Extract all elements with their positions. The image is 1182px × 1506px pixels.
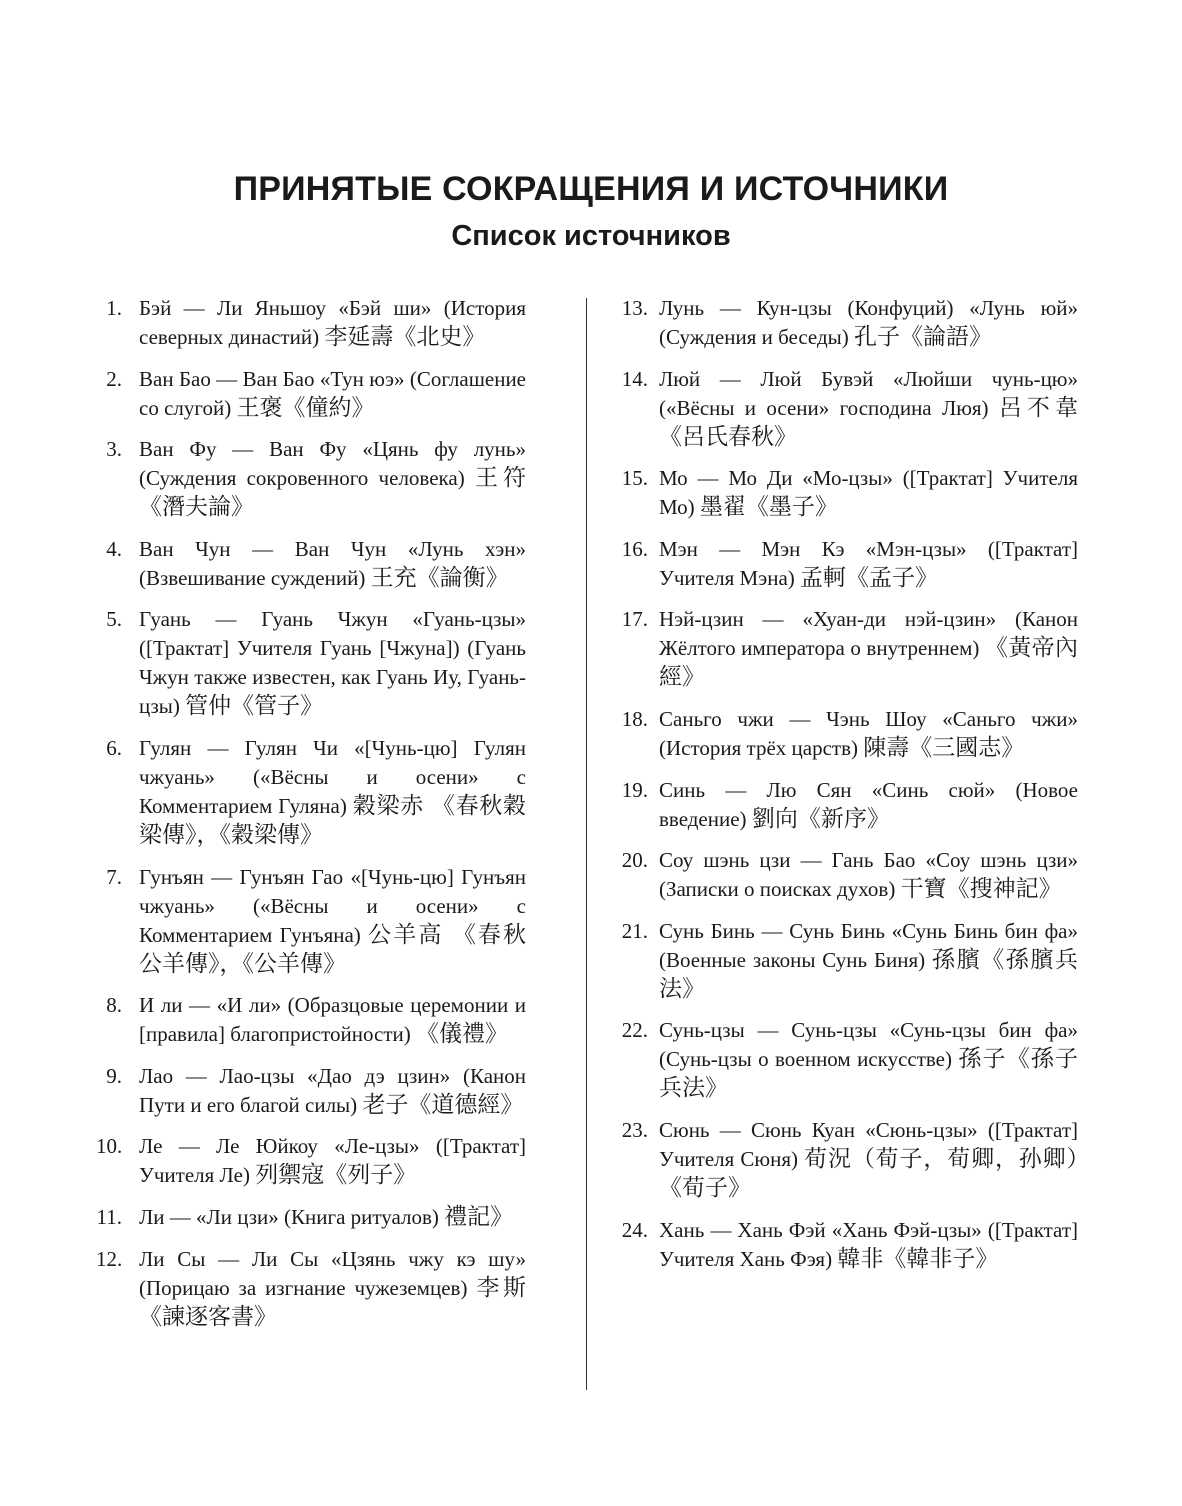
entry-text: Соу шэнь цзи — Гань Бао «Соу шэнь цзи» (Записки о поисках духов) xyxy=(659,848,1078,902)
entry-number: 17. xyxy=(621,607,648,632)
entry-number: 1. xyxy=(106,296,122,320)
entry-number: 15. xyxy=(621,466,648,491)
entry-number: 2. xyxy=(106,366,122,391)
left-column xyxy=(96,294,526,1344)
entry-number: 14. xyxy=(621,366,648,391)
entry-chinese-text: 李延壽《北史》 xyxy=(324,324,486,350)
entry-number: 8. xyxy=(106,993,122,1018)
entry-chinese-text: 孫臏《孫臏兵法》 xyxy=(659,946,1078,1002)
entry-chinese-text: 韓非《韓非子》 xyxy=(837,1245,999,1272)
entry-number: 21. xyxy=(621,918,648,943)
entry-chinese-text: 孟軻《孟子》 xyxy=(800,564,939,591)
source-entry xyxy=(96,605,526,721)
entry-text: Саньго чжи — Чэнь Шоу «Саньго чжи» (История трёх царств) xyxy=(659,706,1078,760)
entry-chinese-text: 王符《潛夫論》 xyxy=(139,465,527,521)
source-entry xyxy=(96,1203,526,1232)
entry-text: Ван Фу — Ван Фу «Цянь фу лунь» (Суждения сокровенного человека) xyxy=(139,437,526,491)
entry-text: Сюнь — Сюнь Куан «Сюнь-цзы» ([Трактат] Учителя Сюня) xyxy=(659,1117,1078,1171)
source-entry xyxy=(616,1016,1078,1103)
entry-chinese-text: 呂不韋《呂氏春秋》 xyxy=(659,394,1078,450)
source-entry xyxy=(616,776,1078,834)
entry-number: 22. xyxy=(621,1018,648,1043)
source-entry xyxy=(96,1132,526,1190)
entry-text: Сунь-цзы — Сунь-цзы «Сунь-цзы бин фа» (Сунь-цзы о военном искусстве) xyxy=(659,1018,1078,1072)
entry-text: И ли — «И ли» (Образцовые церемонии и [правила] благопристойности) xyxy=(139,993,526,1047)
entry-number: 10. xyxy=(96,1134,123,1159)
source-entry xyxy=(616,846,1078,904)
source-entry xyxy=(96,991,526,1049)
entry-number: 23. xyxy=(621,1117,648,1142)
entry-chinese-text: 《儀禮》 xyxy=(415,1021,508,1048)
entry-number: 13. xyxy=(621,296,648,320)
entry-number: 6. xyxy=(106,735,122,760)
entry-number: 11. xyxy=(96,1204,122,1229)
entry-chinese-text: 墨翟《墨子》 xyxy=(699,494,838,521)
source-entry xyxy=(616,605,1078,692)
entry-chinese-text: 公羊高 《春秋公羊傳》，《公羊傳》 xyxy=(139,921,527,977)
source-entry xyxy=(616,464,1078,522)
entry-chinese-text: 孔子《論語》 xyxy=(854,324,992,350)
source-entry xyxy=(96,294,526,352)
entry-text: Синь — Лю Сян «Синь сюй» (Новое введение) xyxy=(659,777,1078,831)
source-entry xyxy=(96,535,526,593)
entry-chinese-text: 《黃帝內經》 xyxy=(659,635,1079,691)
entry-text: Ли — «Ли цзи» (Книга ритуалов) xyxy=(139,1204,445,1229)
source-entry xyxy=(96,365,526,423)
entry-chinese-text: 劉向《新序》 xyxy=(751,805,890,832)
entry-chinese-text: 孫子《孫子兵法》 xyxy=(659,1046,1079,1102)
entry-text: Нэй-цзин — «Хуан-ди нэй-цзин» (Канон Жёлтого императора о внутреннем) xyxy=(659,607,1078,661)
entry-chinese-text: 穀梁赤 《春秋穀梁傳》，《穀梁傳》 xyxy=(139,792,526,848)
source-entry xyxy=(616,1116,1078,1203)
entry-text: Бэй — Ли Яньшоу «Бэй ши» (История северных династий) xyxy=(139,296,526,349)
source-entry xyxy=(96,1245,526,1332)
source-entry xyxy=(96,435,526,522)
entry-text: Мо — Мо Ди «Мо-цзы» ([Трактат] Учителя Мо) xyxy=(659,466,1078,520)
entry-number: 24. xyxy=(621,1217,648,1242)
entry-text: Ван Бао — Ван Бао «Тун юэ» (Соглашение со слугой) xyxy=(139,366,526,420)
entry-number: 3. xyxy=(106,437,122,462)
entry-text: Люй — Люй Бувэй «Люйши чунь-цю» («Вёсны и осени» господина Люя) xyxy=(659,366,1078,420)
entry-text: Хань — Хань Фэй «Хань Фэй-цзы» ([Трактат] Учителя Хань Фэя) xyxy=(659,1217,1078,1271)
entry-chinese-text: 管仲《管子》 xyxy=(185,693,324,720)
source-entry xyxy=(616,535,1078,593)
entry-number: 5. xyxy=(106,607,122,632)
entry-text: Сунь Бинь — Сунь Бинь «Сунь Бинь бин фа» (Военные законы Сунь Биня) xyxy=(659,918,1078,972)
entry-number: 7. xyxy=(106,864,122,889)
entry-chinese-text: 荀況（荀子，荀卿，孙卿）《荀子》 xyxy=(659,1145,1079,1201)
entry-text: Лао — Лао-цзы «Дао дэ цзин» (Канон Пути и его благой силы) xyxy=(139,1063,526,1117)
entry-text: Ван Чун — Ван Чун «Лунь хэн» (Взвешивание суждений) xyxy=(139,536,526,590)
entry-chinese-text: 老子《道德經》 xyxy=(362,1091,524,1118)
entry-number: 19. xyxy=(621,777,648,802)
entry-number: 9. xyxy=(106,1063,122,1088)
entry-text: Гуань — Гуань Чжун «Гуань-цзы» ([Трактат] Учителя Гуань [Чжуна]) (Гуань Чжун также известен, как Гуань Иу, Гуань-цзы) xyxy=(139,607,526,719)
entry-text: Гунъян — Гунъян Гао «[Чунь-цю] Гунъян чжуань» («Вёсны и осени» с Комментарием Гунъяна) xyxy=(139,864,526,947)
entry-number: 18. xyxy=(621,706,648,731)
column-divider xyxy=(586,298,587,1390)
entry-text: Ле — Ле Юйкоу «Ле-цзы» ([Трактат] Учителя Ле) xyxy=(139,1134,526,1188)
source-entry xyxy=(616,1216,1078,1274)
entry-number: 20. xyxy=(621,848,648,873)
entry-chinese-text: 干寶《搜神記》 xyxy=(900,876,1062,903)
entry-chinese-text: 陳壽《三國志》 xyxy=(863,734,1025,761)
entry-chinese-text: 禮記》 xyxy=(444,1203,514,1230)
entry-number: 4. xyxy=(106,536,122,561)
entry-number: 16. xyxy=(621,536,648,561)
entry-chinese-text: 李斯《諫逐客書》 xyxy=(139,1274,527,1330)
page-subtitle: Список источников xyxy=(451,220,731,252)
entry-text: Ли Сы — Ли Сы «Цзянь чжу кэ шу» (Порицаю за изгнание чужеземцев) xyxy=(139,1246,526,1300)
entry-text: Мэн — Мэн Кэ «Мэн-цзы» ([Трактат] Учителя Мэна) xyxy=(659,536,1078,590)
source-entry xyxy=(96,863,526,979)
entry-chinese-text: 列禦寇《列子》 xyxy=(255,1162,417,1189)
source-entry xyxy=(96,1062,526,1120)
right-column xyxy=(616,294,1078,1286)
entry-text: Лунь — Кун-цзы (Конфуций) «Лунь юй» (Суждения и беседы) xyxy=(659,296,1078,349)
entry-chinese-text: 王充《論衡》 xyxy=(370,564,509,591)
entry-text: Гулян — Гулян Чи «[Чунь-цю] Гулян чжуань» («Вёсны и осени» с Комментарием Гуляна) xyxy=(139,735,526,818)
source-entry xyxy=(616,917,1078,1004)
entry-chinese-text: 王褒《僮約》 xyxy=(236,394,375,421)
source-entry xyxy=(616,294,1078,352)
source-entry xyxy=(96,734,526,850)
source-entry xyxy=(616,365,1078,452)
source-entry xyxy=(616,705,1078,763)
page-title: ПРИНЯТЫЕ СОКРАЩЕНИЯ И ИСТОЧНИКИ xyxy=(233,170,949,208)
entry-number: 12. xyxy=(96,1246,123,1271)
